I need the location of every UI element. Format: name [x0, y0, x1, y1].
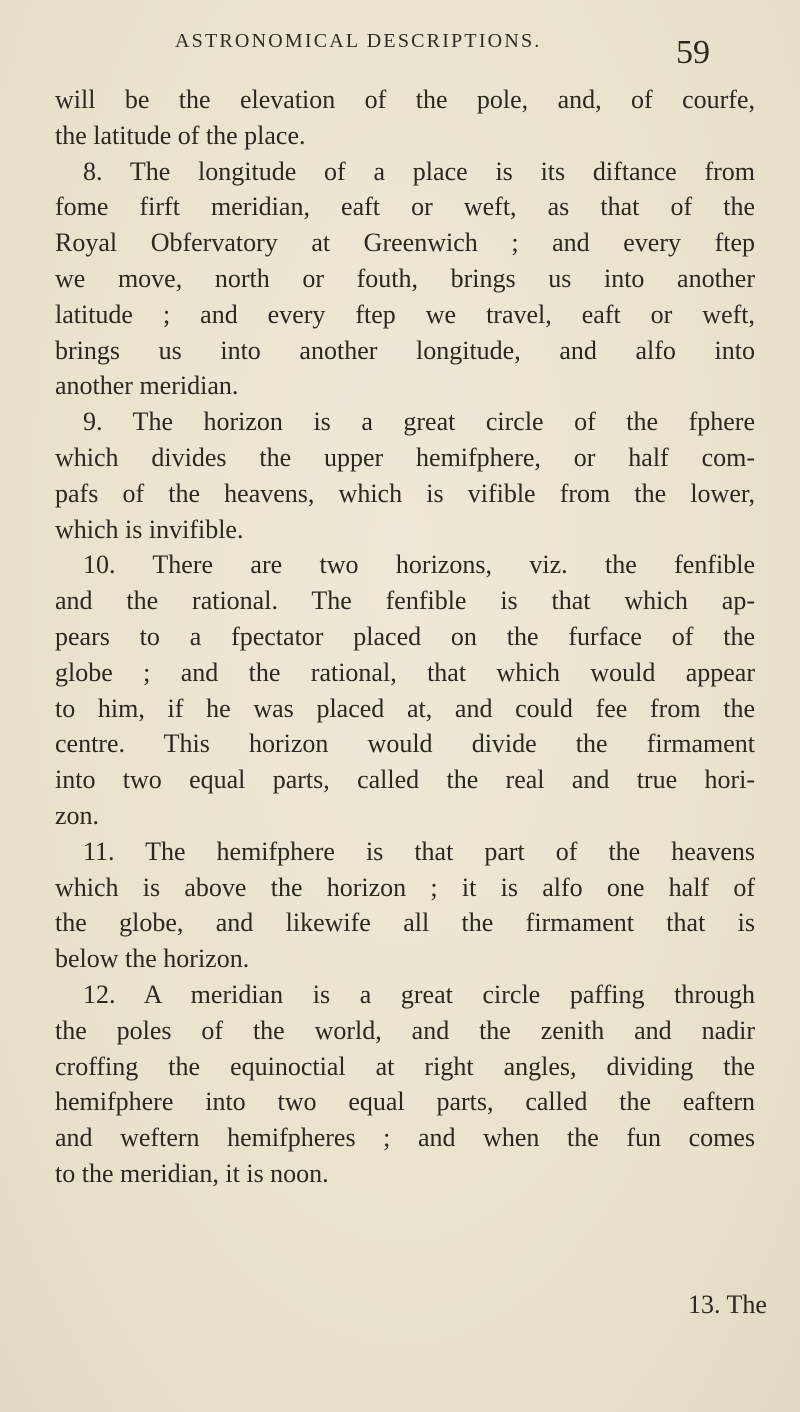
text-line: which divides the upper hemifphere, or half com-	[55, 442, 755, 472]
text-line: which is invifible.	[55, 514, 244, 544]
text-line: and weftern hemifpheres ; and when the fun comes	[55, 1123, 755, 1153]
text-line: brings us into another longitude, and alfo into	[55, 335, 755, 365]
text-line: Royal Obfervatory at Greenwich ; and every ftep	[55, 228, 755, 258]
text-line: centre. This horizon would divide the firmament	[55, 729, 755, 759]
catchword: 13. The	[688, 1290, 767, 1319]
text-line: latitude ; and every ftep we travel, eaft or weft,	[55, 299, 755, 329]
text-line: the poles of the world, and the zenith and nadir	[55, 1015, 755, 1045]
text-line: globe ; and the rational, that which would appear	[55, 657, 755, 687]
text-line: to the meridian, it is noon.	[55, 1158, 329, 1188]
text-line: pears to a fpectator placed on the furface of the	[55, 621, 755, 651]
text-line: will be the elevation of the pole, and, of courfe,	[55, 85, 755, 114]
text-line: into two equal parts, called the real and true hori-	[55, 765, 755, 795]
text-line: zon.	[55, 800, 100, 830]
text-line: the latitude of the place.	[55, 120, 306, 150]
text-line: we move, north or fouth, brings us into another	[55, 263, 755, 293]
text-line: croffing the equinoctial at right angles, dividing the	[55, 1051, 755, 1081]
text-line: which is above the horizon ; it is alfo one half of	[55, 872, 755, 902]
page-number: 59	[676, 34, 710, 71]
text-line: another meridian.	[55, 371, 239, 401]
text-line: below the horizon.	[55, 944, 250, 974]
text-line: fome firft meridian, eaft or weft, as that of the	[55, 192, 755, 222]
text-line: 11. The hemifphere is that part of the heavens	[83, 836, 755, 866]
text-line: hemifphere into two equal parts, called the eaftern	[55, 1087, 755, 1117]
text-line: pafs of the heavens, which is vifible from the lower,	[55, 478, 755, 508]
text-line: and the rational. The fenfible is that which ap-	[55, 586, 755, 616]
text-line: 10. There are two horizons, viz. the fenfible	[83, 550, 755, 580]
text-line: 12. A meridian is a great circle paffing through	[83, 979, 755, 1009]
text-line: to him, if he was placed at, and could fee from the	[55, 693, 755, 723]
text-line: the globe, and likewife all the firmament that is	[55, 908, 755, 938]
running-title: ASTRONOMICAL DESCRIPTIONS.	[175, 30, 542, 52]
text-line: 9. The horizon is a great circle of the fphere	[83, 407, 755, 437]
page-body	[55, 82, 755, 1192]
text-line: 8. The longitude of a place is its diftance from	[83, 156, 755, 186]
